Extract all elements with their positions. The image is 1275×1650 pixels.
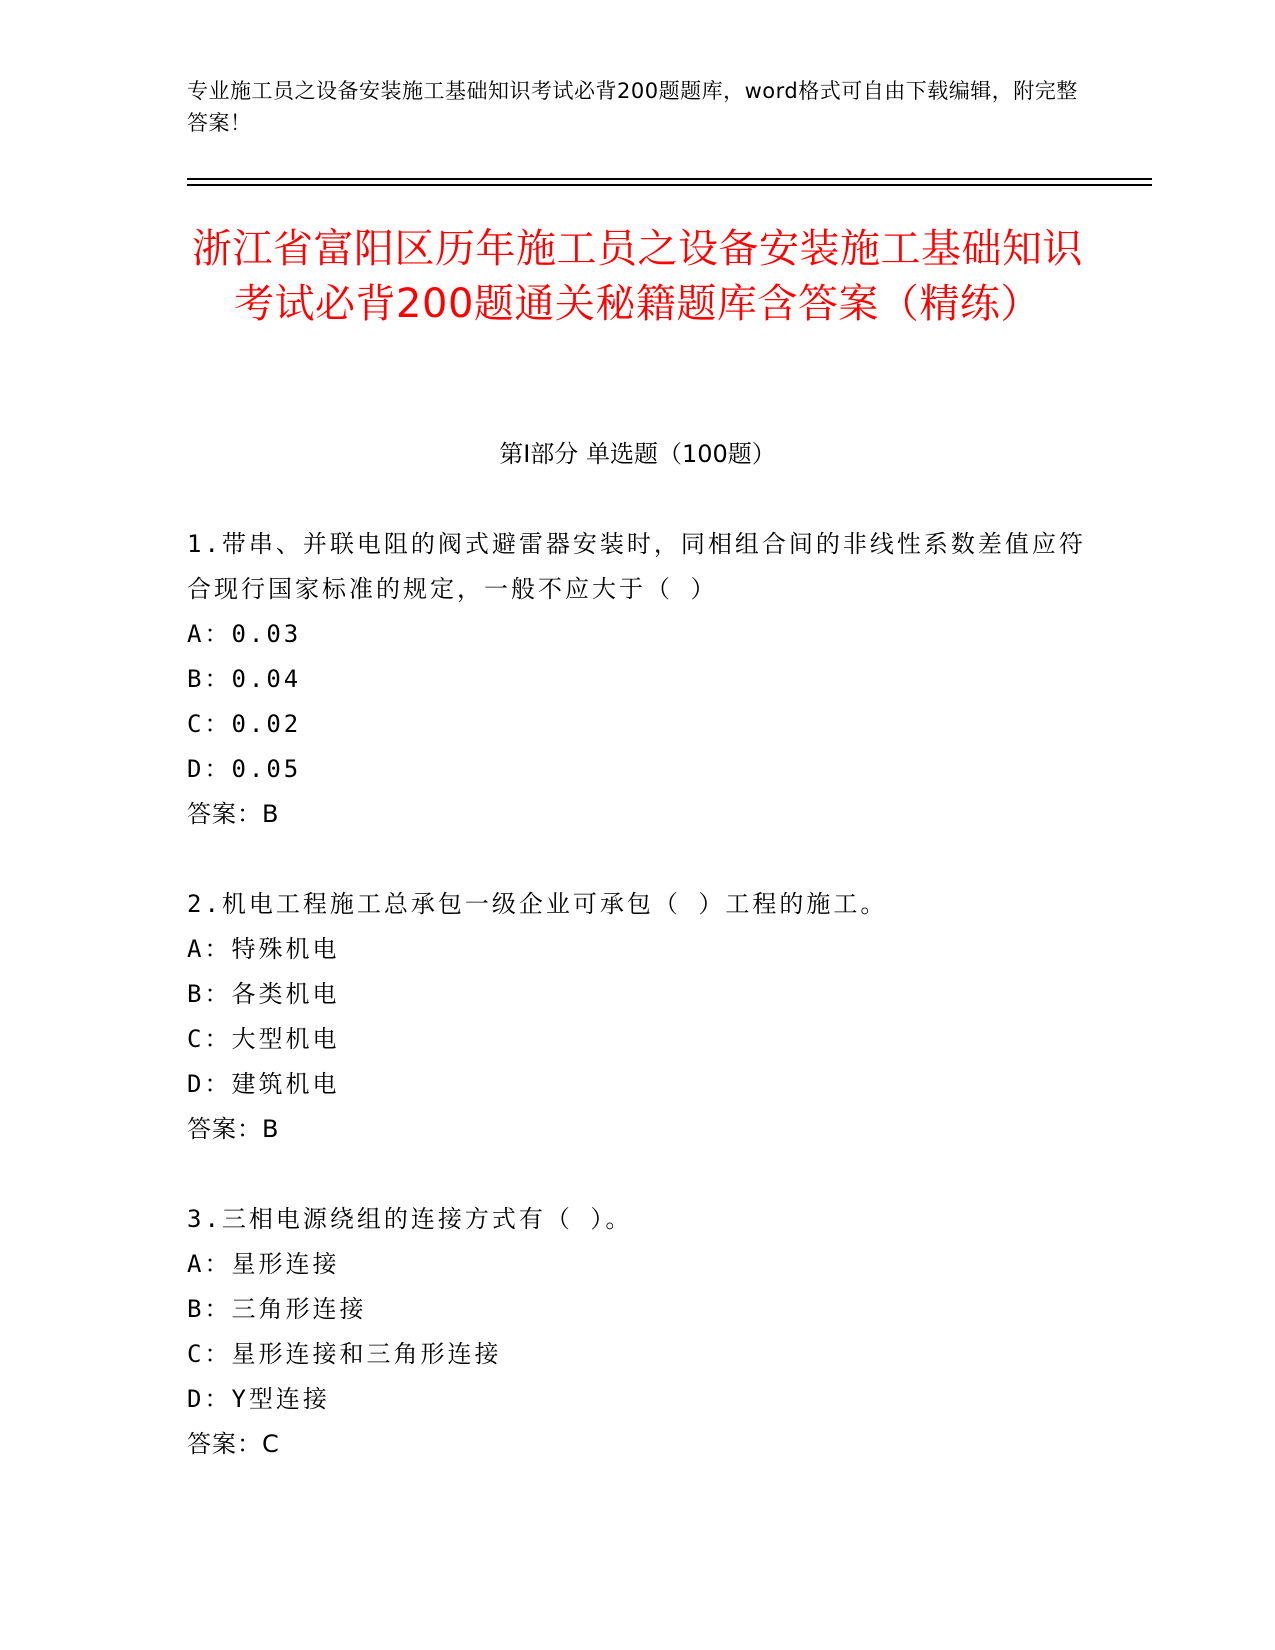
section-title: 第I部分 单选题（100题） (499, 440, 776, 468)
answer: 答案：B (187, 800, 280, 828)
header-divider-top (187, 178, 1152, 180)
question-stem: 2.机电工程施工总承包一级企业可承包（ ）工程的施工。 (187, 890, 888, 918)
option-c: C：大型机电 (187, 1025, 340, 1053)
option-b: B：三角形连接 (187, 1295, 367, 1323)
question-3 (187, 1197, 1087, 1467)
question-stem: 1.带串、并联电阻的阀式避雷器安装时，同相组合间的非线性系数差值应符合现行国家标准的规定，一般不应大于（ ） (187, 530, 1086, 603)
option-c: C：0.02 (187, 710, 302, 738)
question-stem: 3.三相电源绕组的连接方式有（ ）。 (187, 1205, 633, 1233)
answer: 答案：B (187, 1115, 280, 1143)
option-b: B：各类机电 (187, 980, 340, 1008)
option-c: C：星形连接和三角形连接 (187, 1340, 502, 1368)
option-b: B：0.04 (187, 665, 302, 693)
question-2 (187, 882, 1087, 1152)
option-a: A：0.03 (187, 620, 302, 648)
header-divider-bottom (187, 184, 1152, 186)
question-1 (187, 522, 1087, 837)
option-a: A：星形连接 (187, 1250, 340, 1278)
document-title: 浙江省富阳区历年施工员之设备安装施工基础知识考试必背200题通关秘籍题库含答案（精练） (192, 226, 1083, 327)
header-note: 专业施工员之设备安装施工基础知识考试必背200题题库，word格式可自由下载编辑，附完整答案！ (187, 79, 1078, 135)
option-d: D：建筑机电 (187, 1070, 340, 1098)
option-d: D：0.05 (187, 755, 302, 783)
option-d: D：Y型连接 (187, 1385, 330, 1413)
option-a: A：特殊机电 (187, 935, 340, 963)
answer: 答案：C (187, 1430, 280, 1458)
